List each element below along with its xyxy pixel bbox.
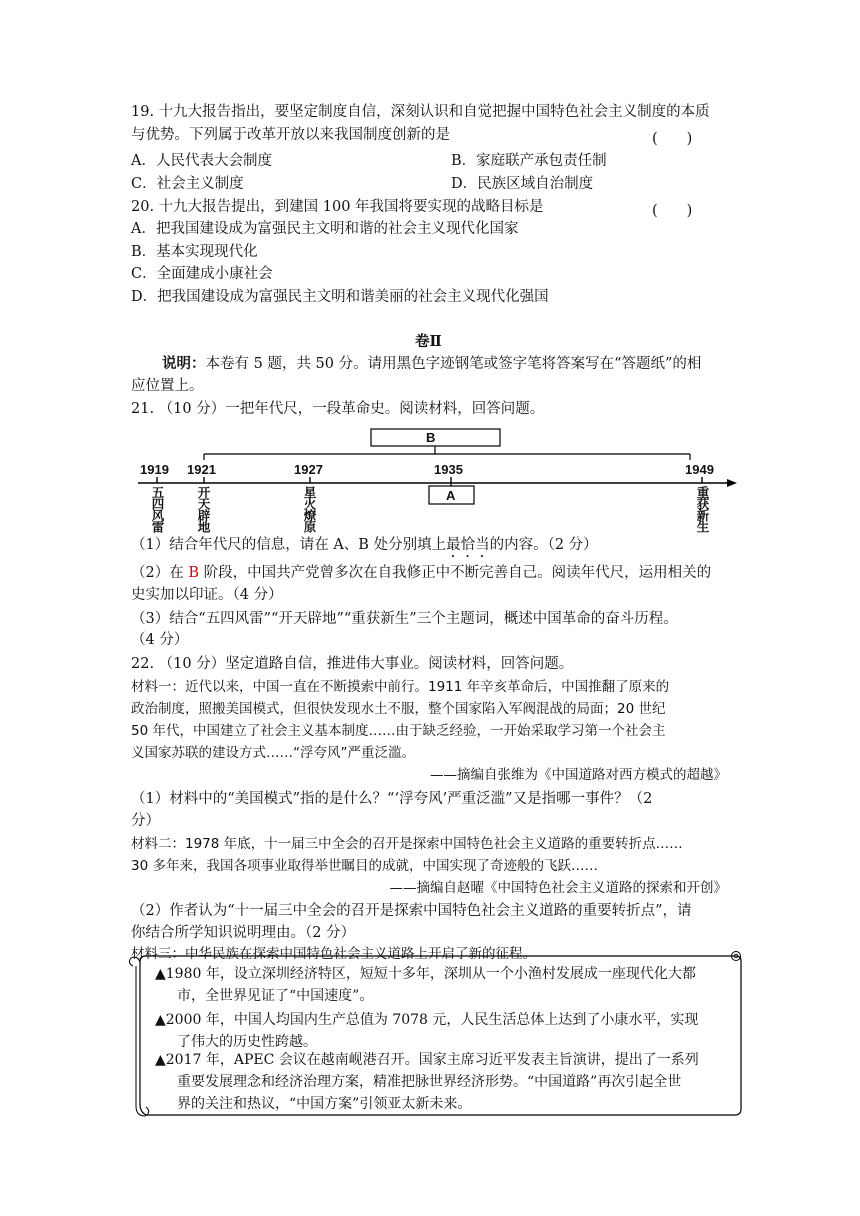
scroll-item-2000-line2: 了伟大的历史性跨越。 xyxy=(177,1034,317,1050)
q19-answer-paren: ( ) xyxy=(652,131,693,147)
scroll-item-2017-line2: 重要发展理念和经济治理方案，精准把脉世界经济形势。“中国道路”再次引起全世 xyxy=(177,1074,682,1090)
q22-material1-line3: 50 年代，中国建立了社会主义基本制度……由于缺乏经验，一开始采取学习第一个社会主 xyxy=(131,723,666,739)
q20-option-d: D．把我国建设成为富强民主文明和谐美丽的社会主义现代化强国 xyxy=(131,289,549,305)
timeline-year-1919: 1919 xyxy=(140,462,169,477)
scroll-item-1980-line1: ▲1980 年，设立深圳经济特区，短短十多年，深圳从一个小渔村发展成一座现代化大都 xyxy=(155,966,696,982)
q21-title: 21. （10 分）一把年代尺，一段革命史。阅读材料，回答问题。 xyxy=(131,401,545,417)
q22-material2-line2: 30 多年来，我国各项事业取得举世瞩目的成就，中国实现了奇迹般的飞跃…… xyxy=(131,858,598,874)
section-note-label: 说明： xyxy=(162,355,206,372)
timeline-box-b-label: B xyxy=(426,430,436,445)
section-note-line2: 应位置上。 xyxy=(131,378,204,394)
q19-option-c: C．社会主义制度 xyxy=(131,176,244,192)
q21-sub3-line2: （4 分） xyxy=(131,632,189,648)
q21-sub1-pre: （1）结合年代尺的信息，请在 A、B 处分别填上 xyxy=(131,537,447,553)
q22-title: 22. （10 分）坚定道路自信，推进伟大事业。阅读材料，回答问题。 xyxy=(131,656,574,672)
timeline-label-kaitian: 开天辟地 xyxy=(196,486,211,532)
q22-material1-line1: 材料一：近代以来，中国一直在不断摸索中前行。1911 年辛亥革命后，中国推翻了原来的 xyxy=(131,679,670,695)
q22-material2-source: ——摘编自赵曜《中国特色社会主义道路的探索和开创》 xyxy=(389,880,727,896)
section-note-text: 本卷有 5 题，共 50 分。请用黑色字迹钢笔或签字笔将答案写在“答题纸”的相 xyxy=(205,356,702,372)
q22-material1-source: ——摘编自张维为《中国道路对西方模式的超越》 xyxy=(430,767,727,783)
q21-sub2-b: B xyxy=(188,565,199,581)
q22-sub2-line2: 你结合所学知识说明理由。（2 分） xyxy=(131,925,356,941)
q19-option-a: A．人民代表大会制度 xyxy=(131,153,272,169)
q20-answer-paren: ( ) xyxy=(652,203,693,219)
q22-material2-line1: 材料二：1978 年底，十一届三中全会的召开是探索中国特色社会主义道路的重要转折点…… xyxy=(131,836,683,852)
timeline-year-1921: 1921 xyxy=(187,462,216,477)
q22-sub1-line2: 分） xyxy=(131,813,160,829)
q21-sub3-line1: （3）结合“五四风雷”“开天辟地”“重获新生”三个主题词，概述中国革命的奋斗历程。 xyxy=(131,611,678,627)
q22-sub2-line1: （2）作者认为“十一届三中全会的召开是探索中国特色社会主义道路的重要转折点”，请 xyxy=(131,903,692,919)
q21-sub1-emphasis: 最恰当 xyxy=(446,537,490,553)
timeline-label-chonghuo: 重获新生 xyxy=(695,486,710,532)
q19-stem-line2: 与优势。下列属于改革开放以来我国制度创新的是 xyxy=(131,127,450,143)
q20-option-b: B．基本实现现代化 xyxy=(131,244,258,260)
q22-material1-line4: 义国家苏联的建设方式……“浮夸风”严重泛滥。 xyxy=(131,745,415,761)
q19-option-d: D．民族区域自治制度 xyxy=(451,176,594,192)
timeline-label-wusi: 五四风雷 xyxy=(150,486,165,532)
scroll-item-2017-line3: 界的关注和热议，“中国方案”引领亚太新未来。 xyxy=(177,1096,472,1112)
q22-material3-title: 材料三：中华民族在探索中国特色社会主义道路上开启了新的征程。 xyxy=(131,946,536,962)
timeline-box-a-label: A xyxy=(446,488,456,503)
section-title: 卷Ⅱ xyxy=(415,333,442,350)
timeline-year-1949: 1949 xyxy=(685,462,714,477)
timeline-year-1927: 1927 xyxy=(294,462,323,477)
scroll-item-1980-line2: 市，全世界见证了“中国速度”。 xyxy=(177,988,374,1004)
q21-sub2-pre: （2）在 xyxy=(131,565,189,581)
q20-option-c: C．全面建成小康社会 xyxy=(131,266,273,282)
q22-material1-line2: 政治制度，照搬美国模式，但很快发现水土不服，整个国家陷入军阀混战的局面；20 世纪 xyxy=(131,701,666,717)
q19-option-b: B．家庭联产承包责任制 xyxy=(451,153,607,169)
q20-option-a: A．把我国建设成为富强民主文明和谐的社会主义现代化国家 xyxy=(131,221,519,237)
q19-stem-line1: 19. 十九大报告指出，要坚定制度自信，深刻认识和自觉把握中国特色社会主义制度的本质 xyxy=(131,104,710,120)
timeline-year-1935: 1935 xyxy=(434,462,463,477)
timeline-label-xinghuo: 星火燎原 xyxy=(302,486,317,532)
q21-sub1-post: 的内容。（2 分） xyxy=(489,537,598,553)
q21-sub2-text: 阶段，中国共产党曾多次在自我修正中不断完善自己。阅读年代尺，运用相关的 xyxy=(199,565,712,581)
scroll-item-2017-line1: ▲2017 年，APEC 会议在越南岘港召开。国家主席习近平发表主旨演讲，提出了一系列 xyxy=(155,1052,699,1068)
q20-stem: 20. 十九大报告提出，到建国 100 年我国将要实现的战略目标是 xyxy=(131,199,544,215)
scroll-item-2000-line1: ▲2000 年，中国人均国内生产总值为 7078 元，人民生活总体上达到了小康水平，实现 xyxy=(155,1012,699,1028)
q22-sub1-line1: （1）材料中的“美国模式”指的是什么？“‘浮夸风’严重泛滥”又是指哪一事件？（2 xyxy=(131,791,653,807)
q21-sub2-line2: 史实加以印证。（4 分） xyxy=(131,587,283,603)
